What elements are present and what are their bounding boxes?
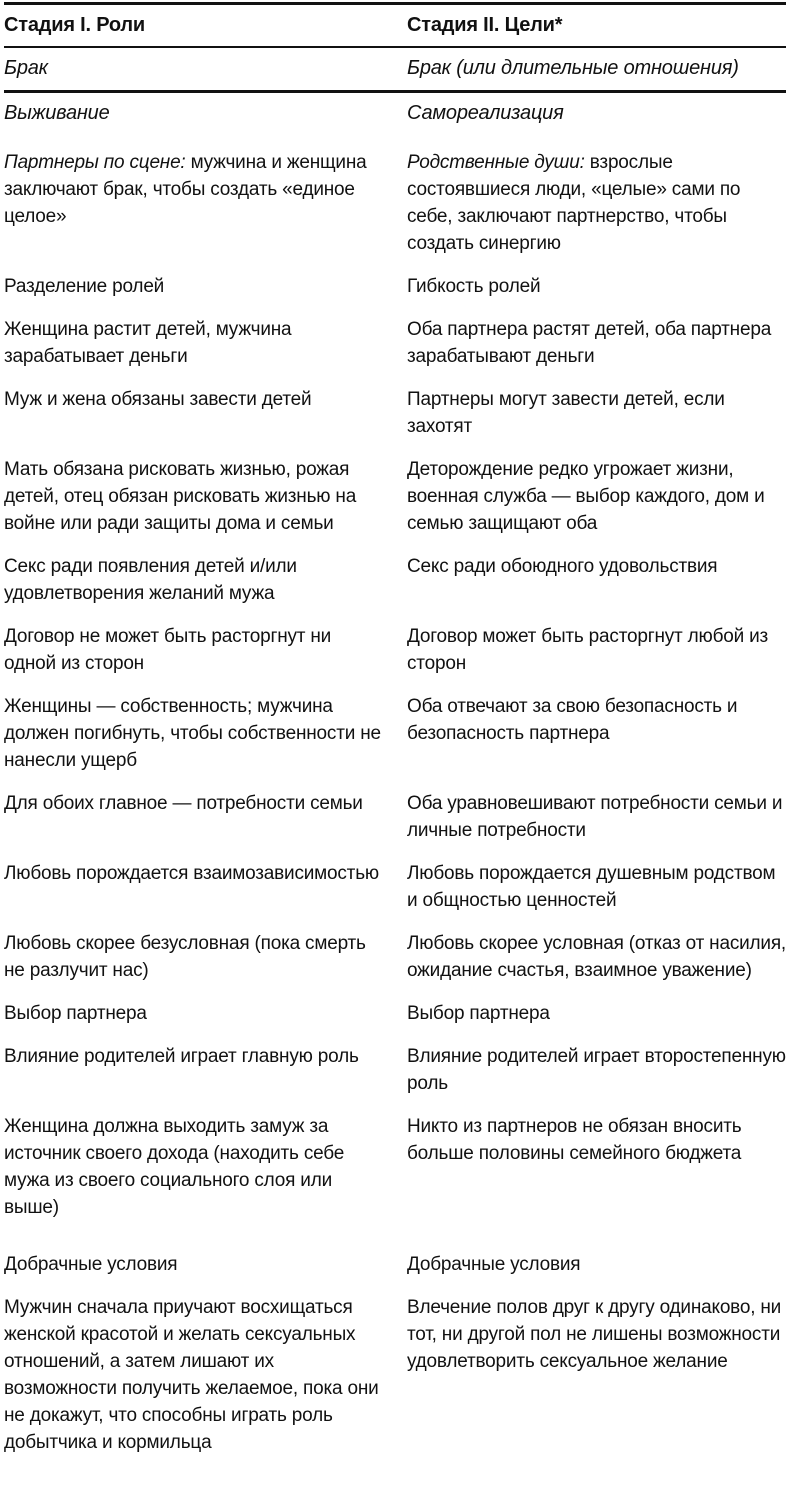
subheader-goal-stage1: Выживание	[4, 102, 110, 124]
cell-text: Любовь порождается душевным родством и общностью ценностей	[407, 863, 776, 911]
cell-text: Любовь порождается взаимозависимостью	[4, 863, 379, 884]
cell-text: Секс ради появления детей и/или удовлетворения желаний мужа	[4, 556, 297, 604]
cell-text: мужчина и женщина заключают брак, чтобы создать «единое целое»	[4, 152, 367, 227]
table-row	[4, 930, 786, 984]
cell-text: Партнеры могут завести детей, если захотят	[407, 389, 725, 437]
cell-stage2	[407, 1043, 786, 1097]
cell-stage1	[4, 149, 383, 257]
cell-stage1	[4, 316, 383, 370]
cell-text: Оба уравновешивают потребности семьи и личные потребности	[407, 793, 783, 841]
table-row-section-partner-choice	[4, 1000, 786, 1027]
cell-text: взрослые состоявшиеся люди, «целые» сами по себе, заключают партнерство, чтобы создать синергию	[407, 152, 741, 254]
cell-text: Гибкость ролей	[407, 276, 541, 297]
table-row	[4, 273, 786, 300]
cell-text: Оба отвечают за свою безопасность и безопасность партнера	[407, 696, 738, 744]
cell-stage2	[407, 693, 786, 774]
table-row	[4, 386, 786, 440]
cell-stage2	[407, 553, 786, 607]
cell-stage2	[407, 930, 786, 984]
cell-stage2	[407, 386, 786, 440]
subheader-goal-row	[4, 93, 786, 135]
cell-text: Любовь скорее условная (отказ от насилия, ожидание счастья, взаимное уважение)	[407, 933, 787, 981]
table-row	[4, 790, 786, 844]
header-stage2: Стадия II. Цели*	[407, 14, 563, 36]
table-row	[4, 149, 786, 257]
header-stage1: Стадия I. Роли	[4, 14, 146, 36]
cell-stage1	[4, 386, 383, 440]
cell-text: Муж и жена обязаны завести детей	[4, 389, 312, 410]
table-row	[4, 1043, 786, 1097]
table-row	[4, 553, 786, 607]
cell-text: Женщина растит детей, мужчина зарабатывает деньги	[4, 319, 292, 367]
table-row	[4, 623, 786, 677]
cell-lead: Партнеры по сцене:	[4, 152, 186, 173]
cell-text: Мать обязана рисковать жизнью, рожая детей, отец обязан рисковать жизнью на войне или ради защиты дома и семьи	[4, 459, 357, 534]
cell-text: Деторождение редко угрожает жизни, военная служба — выбор каждого, дом и семью защищают оба	[407, 459, 765, 534]
table-row	[4, 693, 786, 774]
cell-stage1	[4, 930, 383, 984]
table-row	[4, 456, 786, 537]
cell-stage1	[4, 1251, 383, 1278]
table-body	[4, 135, 786, 1456]
cell-stage1	[4, 790, 383, 844]
cell-text: Добрачные условия	[407, 1254, 581, 1275]
cell-text: Разделение ролей	[4, 276, 165, 297]
subheader-marriage-stage1: Брак	[4, 57, 48, 79]
table-row	[4, 1113, 786, 1221]
cell-text: Никто из партнеров не обязан вносить больше половины семейного бюджета	[407, 1116, 742, 1164]
cell-stage2	[407, 790, 786, 844]
cell-stage1	[4, 1113, 383, 1221]
cell-stage2	[407, 1113, 786, 1221]
cell-text: Добрачные условия	[4, 1254, 178, 1275]
table-row	[4, 316, 786, 370]
cell-stage1	[4, 553, 383, 607]
cell-lead: Родственные души:	[407, 152, 585, 173]
cell-text: Секс ради обоюдного удовольствия	[407, 556, 718, 577]
cell-stage1	[4, 623, 383, 677]
cell-text: Для обоих главное — потребности семьи	[4, 793, 363, 814]
table-row-section-premarital	[4, 1251, 786, 1278]
cell-text: Влияние родителей играет главную роль	[4, 1046, 359, 1067]
cell-stage1	[4, 456, 383, 537]
table-row	[4, 860, 786, 914]
cell-text: Любовь скорее безусловная (пока смерть не разлучит нас)	[4, 933, 366, 981]
cell-stage1	[4, 860, 383, 914]
cell-stage2	[407, 1000, 786, 1027]
cell-text: Мужчин сначала приучают восхищаться женской красотой и желать сексуальных отношений, а затем лишают их возможности получить желаемое, пока они не докажут, что способны играть роль добытчика и кормильца	[4, 1297, 379, 1453]
subheader-goal-stage2: Самореализация	[407, 102, 564, 124]
cell-stage1	[4, 273, 383, 300]
cell-text: Оба партнера растят детей, оба партнера зарабатывают деньги	[407, 319, 772, 367]
cell-stage2	[407, 1251, 786, 1278]
cell-text: Договор может быть расторгнут любой из сторон	[407, 626, 769, 674]
cell-stage2	[407, 456, 786, 537]
cell-stage2	[407, 149, 786, 257]
subheader-marriage-row	[4, 48, 786, 90]
cell-text: Договор не может быть расторгнут ни одной из сторон	[4, 626, 332, 674]
cell-text: Женщины — собственность; мужчина должен погибнуть, чтобы собственности не нанесли ущерб	[4, 696, 381, 771]
cell-stage1	[4, 693, 383, 774]
cell-stage1	[4, 1043, 383, 1097]
cell-text: Влияние родителей играет второстепенную роль	[407, 1046, 786, 1094]
cell-text: Женщина должна выходить замуж за источник своего дохода (находить себе мужа из своего социального слоя или выше)	[4, 1116, 345, 1218]
cell-text: Влечение полов друг к другу одинаково, ни тот, ни другой пол не лишены возможности удовлетворить сексуальное желание	[407, 1297, 782, 1372]
cell-stage2	[407, 273, 786, 300]
cell-stage2	[407, 1294, 786, 1456]
cell-stage2	[407, 316, 786, 370]
cell-stage2	[407, 860, 786, 914]
cell-stage1	[4, 1294, 383, 1456]
cell-stage2	[407, 623, 786, 677]
cell-stage1	[4, 1000, 383, 1027]
table-row	[4, 1294, 786, 1456]
cell-text: Выбор партнера	[407, 1003, 550, 1024]
table-header-row	[4, 5, 786, 46]
cell-text: Выбор партнера	[4, 1003, 147, 1024]
subheader-marriage-stage2: Брак (или длительные отношения)	[407, 57, 739, 79]
